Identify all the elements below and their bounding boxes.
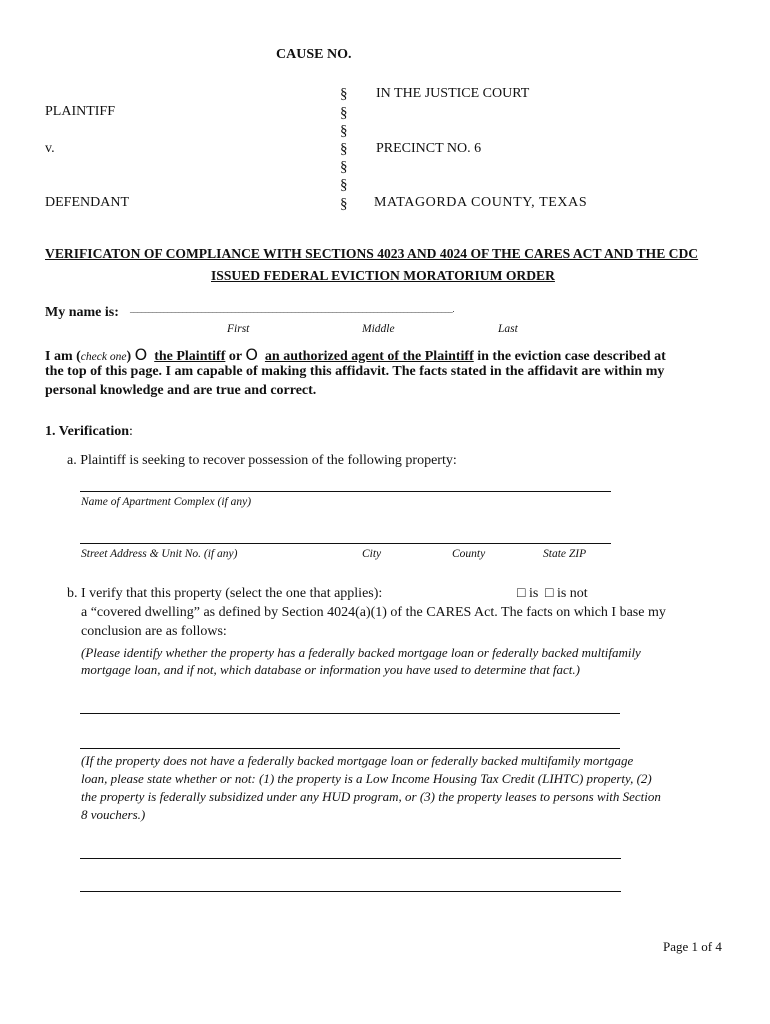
answer-line[interactable]	[80, 748, 620, 749]
county-label: MATAGORDA COUNTY, TEXAS	[374, 195, 588, 210]
instruction-note-2-line4: 8 vouchers.)	[81, 807, 146, 822]
section-mark: §	[340, 177, 348, 193]
court-label: IN THE JUSTICE COURT	[376, 86, 530, 101]
street-address-line[interactable]	[80, 543, 611, 544]
section-mark: §	[340, 196, 348, 212]
last-name-caption: Last	[498, 323, 518, 335]
agent-choice-circle[interactable]: O	[245, 345, 258, 364]
capacity-statement-line3: personal knowledge and are true and correct.	[45, 383, 317, 398]
city-caption: City	[362, 548, 382, 560]
section-mark: §	[340, 105, 348, 121]
section-mark: §	[340, 86, 348, 102]
instruction-note-2-line1: (If the property does not have a federally backed mortgage loan or federally backed multifamily mortgage	[81, 753, 634, 768]
instruction-note-1-line2: mortgage loan, and if not, which database or information you have used to determine that fact.)	[81, 662, 581, 677]
is-checkbox[interactable]: □ is	[517, 586, 539, 601]
capacity-statement: I am (check one) O the Plaintiff or O an authorized agent of the Plaintiff in the eviction case described at	[45, 345, 666, 364]
is-not-checkbox[interactable]: □ is not	[545, 586, 588, 601]
instruction-note-2-line2: loan, please state whether or not: (1) the property is a Low Income Housing Tax Credit (LIHTC) property, (2)	[81, 771, 652, 786]
section-mark: §	[340, 141, 348, 157]
cause-number-label: CAUSE NO.	[276, 47, 352, 62]
capacity-statement-line2: the top of this page. I am capable of making this affidavit. The facts stated in the affidavit are within my	[45, 364, 665, 379]
option-plaintiff: the Plaintiff	[154, 349, 226, 364]
precinct-label: PRECINCT NO. 6	[376, 141, 482, 156]
name-label: My name is:	[45, 305, 119, 320]
street-address-caption: Street Address & Unit No. (if any)	[81, 548, 238, 560]
plaintiff-choice-circle[interactable]: O	[134, 345, 148, 364]
answer-line[interactable]	[80, 858, 621, 859]
section-mark: §	[340, 159, 348, 175]
versus-label: v.	[45, 141, 55, 156]
section-mark: §	[340, 123, 348, 139]
answer-line[interactable]	[80, 891, 621, 892]
item-b-line3: conclusion are as follows:	[81, 624, 227, 639]
first-name-caption: First	[227, 323, 250, 335]
document-title-line2: ISSUED FEDERAL EVICTION MORATORIUM ORDER	[211, 268, 555, 283]
defendant-label: DEFENDANT	[45, 195, 129, 210]
plaintiff-label: PLAINTIFF	[45, 104, 116, 119]
answer-line[interactable]	[80, 713, 620, 714]
item-b-text: b. I verify that this property (select the one that applies):	[67, 586, 383, 601]
option-agent: an authorized agent of the Plaintiff	[264, 349, 474, 364]
apartment-name-caption: Name of Apartment Complex (if any)	[81, 496, 252, 508]
name-blank-line[interactable]: ______________________________________________________________________________________.	[130, 305, 455, 314]
item-b-line2: a “covered dwelling” as defined by Section 4024(a)(1) of the CARES Act. The facts on which I base my	[81, 605, 666, 620]
item-a-text: a. Plaintiff is seeking to recover possession of the following property:	[67, 453, 457, 468]
county-caption: County	[452, 548, 486, 560]
apartment-name-line[interactable]	[80, 491, 611, 492]
document-title-line1: VERIFICATON OF COMPLIANCE WITH SECTIONS 4023 AND 4024 OF THE CARES ACT AND THE CDC	[45, 246, 699, 261]
state-zip-caption: State ZIP	[543, 548, 587, 560]
instruction-note-2-line3: the property is federally subsidized under any HUD program, or (3) the property leases to persons with Section	[81, 789, 661, 804]
verification-heading: 1. Verification:	[45, 424, 133, 439]
instruction-note-1-line1: (Please identify whether the property has a federally backed mortgage loan or federally backed multifamily	[81, 645, 641, 660]
page-number: Page 1 of 4	[663, 939, 722, 954]
middle-name-caption: Middle	[362, 323, 395, 335]
